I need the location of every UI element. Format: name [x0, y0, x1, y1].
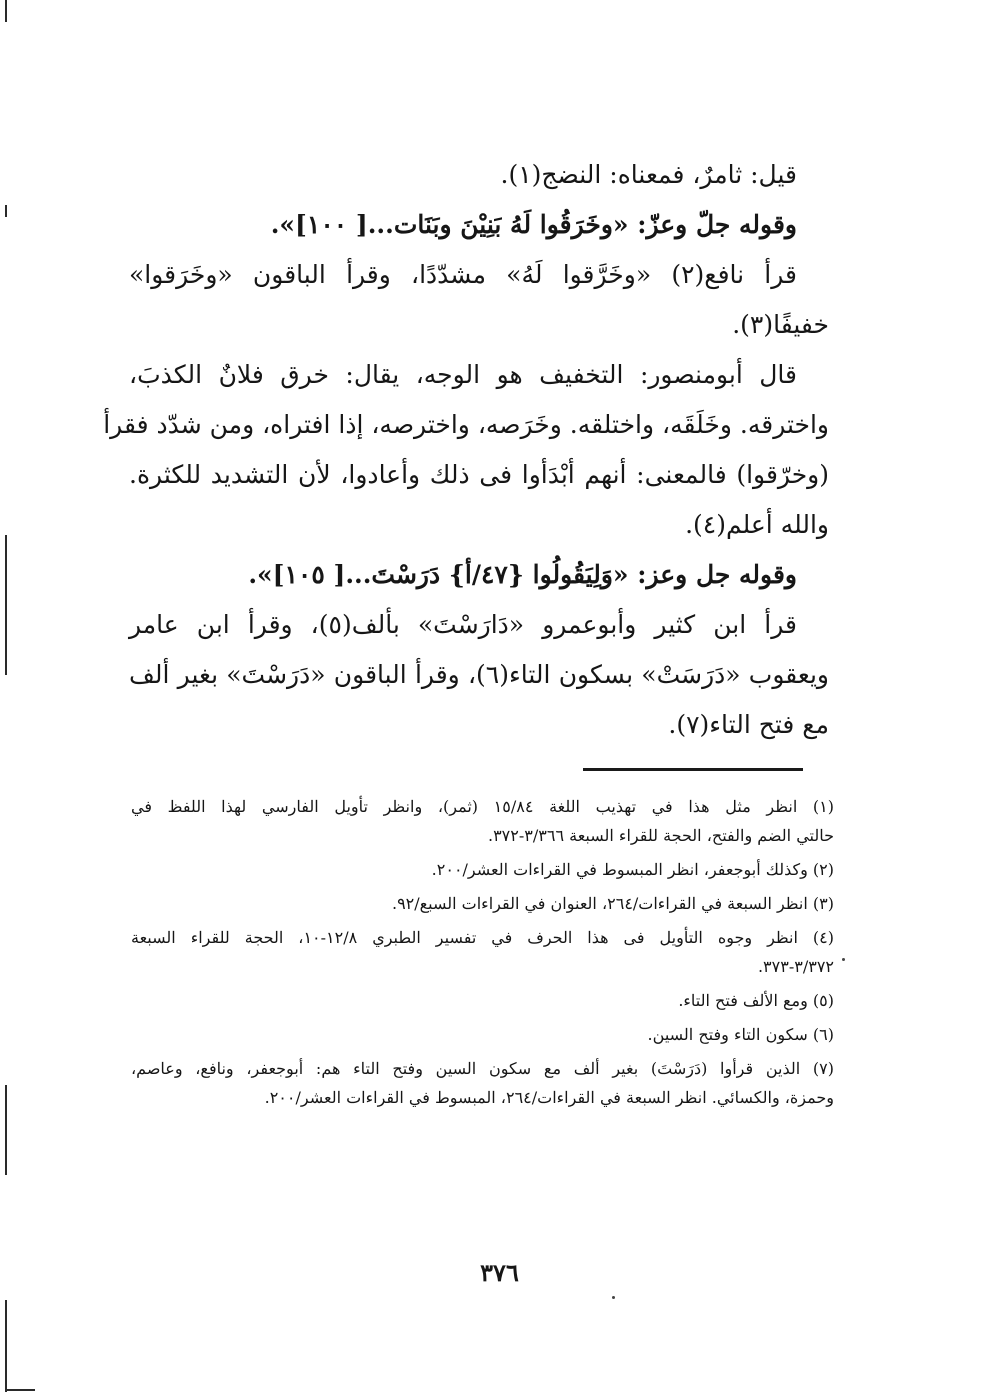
verse-line: وقوله جلّ وعزّ: «وخَرَقُوا لَهُ بَنِيْنَ وبَنَات...[ ١٠٠]». [270, 210, 797, 239]
text-line: والله أعلم(٤). [685, 510, 829, 539]
text-line: (وخرّقوا) فالمعنى: أنهم أبْدَأوا فى ذلك وأعادوا، لأن التشديد للكثرة. [129, 460, 829, 489]
footnote-line: (٣) انظر السبعة في القراءات/٢٦٤، العنوان في القراءات السبع/٩٢. [391, 894, 834, 913]
text-line: واخترقه. وخَلَقَه، واختلقه. وخَرَصه، واخترصه، إذا افتراه، ومن شدّد فقرأ [103, 410, 829, 439]
footnote-line: (٤) انظر وجوه التأويل فى هذا الحرف في تفسير الطبري ١٢/٨-١٠، الحجة للقراء السبعة [131, 928, 834, 947]
main-text [103, 150, 829, 750]
footnote-line: حالتي الضم والفتح، الحجة للقراء السبعة ٣/٣٦٦-٣٧٢. [487, 826, 834, 845]
footnote-line: ٣/٣٧٢-٣٧٣. [757, 957, 834, 976]
footnote-line: (٦) سكون التاء وفتح السين. [647, 1025, 834, 1044]
text-line: مع فتح التاء(٧). [668, 710, 829, 739]
text-line: قرأ نافع(٢) «وخَرَّقوا لَهُ» مشدّدًا، وقرأ الباقون «وخَرَقوا» [129, 260, 797, 289]
scan-edge-left-mid [5, 535, 7, 675]
footnote-line: (٥) ومع الألف فتح التاء. [678, 991, 834, 1010]
text-line: قيل: ثامرٌ، فمعناه: النضج(١). [500, 160, 797, 189]
scan-edge-left-mark [5, 205, 7, 217]
scan-edge-bottom [5, 1389, 35, 1391]
footnotes [131, 792, 834, 1112]
footnote-line: (٢) وكذلك أبوجعفر، انظر المبسوط في القراءات العشر/٢٠٠. [431, 860, 834, 879]
verse-line: وقوله جل وعز: «وَلِيَقُولُوا {٤٧/أ} دَرَسْتَ...[ ١٠٥]». [248, 560, 797, 589]
page-number: ٣٧٦ [480, 1258, 519, 1287]
scan-edge-left-top [5, 0, 7, 22]
text-line: قال أبومنصور: التخفيف هو الوجه، يقال: خرق فلانٌ الكذبَ، [129, 360, 797, 389]
footnote-line: وحمزة، والكسائي. انظر السبعة في القراءات/٢٦٤، المبسوط في القراءات العشر/٢٠٠. [264, 1088, 834, 1107]
footnote-separator [583, 768, 803, 771]
text-line: قرأ ابن كثير وأبوعمرو «دَارَسْتَ» بألف(٥)، وقرأ ابن عامر [129, 610, 797, 639]
footnote-line: (١) انظر مثل هذا في تهذيب اللغة ١٥/٨٤ (ثمر)، وانظر تأويل الفارسي لهذا اللفظ في [131, 797, 835, 816]
scan-edge-left-low [5, 1085, 7, 1175]
text-line: خفيفًا(٣). [732, 310, 829, 339]
scan-speck [612, 1296, 615, 1299]
text-line: ويعقوب «دَرَسَتْ» بسكون التاء(٦)، وقرأ الباقون «دَرَسْتَ» بغير ألف [129, 660, 829, 689]
scan-edge-left-bottom [5, 1300, 7, 1392]
footnote-line: (٧) الذين قرأوا (دَرَسْتَ) بغير ألف مع سكون السين وفتح التاء هم: أبوجعفر، ونافع، وعاصم، [131, 1059, 834, 1078]
scan-speck [842, 958, 845, 961]
